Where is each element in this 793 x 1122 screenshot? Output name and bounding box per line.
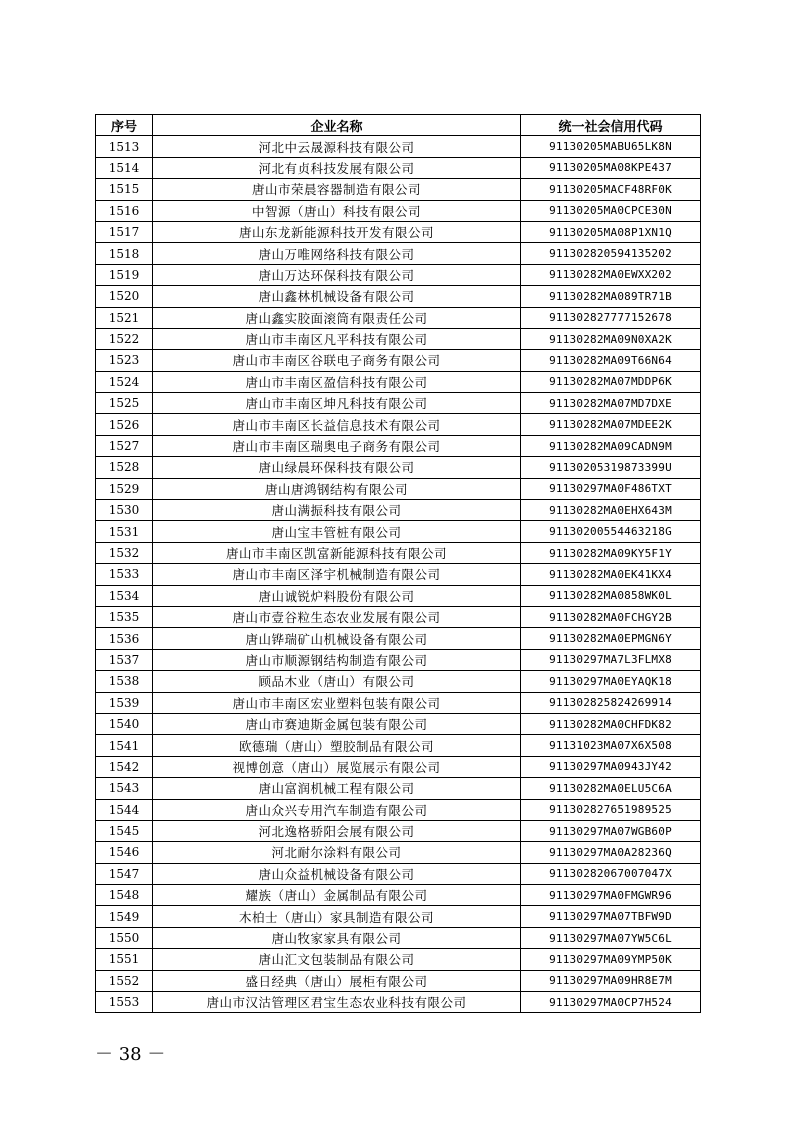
cell-serial-number: 1518 bbox=[96, 243, 153, 264]
table-row bbox=[96, 286, 701, 307]
cell-serial-number: 1522 bbox=[96, 328, 153, 349]
table-row bbox=[96, 500, 701, 521]
cell-serial-number: 1517 bbox=[96, 221, 153, 242]
cell-credit-code: 91130282MA0FCHGY2B bbox=[521, 606, 701, 627]
cell-credit-code: 91130282MA0EPMGN6Y bbox=[521, 628, 701, 649]
cell-credit-code: 911302827651989525 bbox=[521, 799, 701, 820]
table-row bbox=[96, 756, 701, 777]
cell-serial-number: 1531 bbox=[96, 521, 153, 542]
cell-enterprise-name: 唐山众兴专用汽车制造有限公司 bbox=[153, 799, 521, 820]
cell-enterprise-name: 唐山宝丰管桩有限公司 bbox=[153, 521, 521, 542]
cell-credit-code: 91130282MA09KY5F1Y bbox=[521, 542, 701, 563]
cell-credit-code: 911302820594135202 bbox=[521, 243, 701, 264]
cell-serial-number: 1515 bbox=[96, 179, 153, 200]
cell-serial-number: 1532 bbox=[96, 542, 153, 563]
cell-enterprise-name: 唐山富润机械工程有限公司 bbox=[153, 778, 521, 799]
cell-serial-number: 1513 bbox=[96, 136, 153, 157]
cell-credit-code: 91130297MA09HR8E7M bbox=[521, 970, 701, 991]
cell-enterprise-name: 唐山唐鸿钢结构有限公司 bbox=[153, 478, 521, 499]
header-credit-code: 统一社会信用代码 bbox=[521, 115, 701, 136]
table-row bbox=[96, 906, 701, 927]
cell-credit-code: 91130297MA09YMP50K bbox=[521, 949, 701, 970]
cell-enterprise-name: 顾品木业（唐山）有限公司 bbox=[153, 671, 521, 692]
table-row bbox=[96, 863, 701, 884]
cell-credit-code: 91130282MA07MDEE2K bbox=[521, 414, 701, 435]
cell-credit-code: 91130297MA07YW5C6L bbox=[521, 927, 701, 948]
cell-credit-code: 91130297MA07TBFW9D bbox=[521, 906, 701, 927]
cell-credit-code: 91130205MA0CPCE30N bbox=[521, 200, 701, 221]
cell-enterprise-name: 唐山牧家家具有限公司 bbox=[153, 927, 521, 948]
cell-serial-number: 1536 bbox=[96, 628, 153, 649]
table-row bbox=[96, 457, 701, 478]
cell-enterprise-name: 唐山市丰南区盈信科技有限公司 bbox=[153, 371, 521, 392]
cell-serial-number: 1539 bbox=[96, 692, 153, 713]
cell-credit-code: 91130297MA07WGB60P bbox=[521, 820, 701, 841]
cell-credit-code: 91130205MA08KPE437 bbox=[521, 157, 701, 178]
cell-serial-number: 1516 bbox=[96, 200, 153, 221]
table-row bbox=[96, 542, 701, 563]
table-row bbox=[96, 136, 701, 157]
cell-credit-code: 91130297MA0FMGWR96 bbox=[521, 885, 701, 906]
cell-serial-number: 1547 bbox=[96, 863, 153, 884]
cell-credit-code: 91130297MA0EYAQK18 bbox=[521, 671, 701, 692]
cell-serial-number: 1514 bbox=[96, 157, 153, 178]
table-row bbox=[96, 521, 701, 542]
cell-credit-code: 91130282MA0EHX643M bbox=[521, 500, 701, 521]
table-row bbox=[96, 628, 701, 649]
cell-credit-code: 91130205319873399U bbox=[521, 457, 701, 478]
cell-credit-code: 91130282MA0ELU5C6A bbox=[521, 778, 701, 799]
page-number: － 38 － bbox=[95, 1044, 166, 1065]
cell-enterprise-name: 唐山东龙新能源科技开发有限公司 bbox=[153, 221, 521, 242]
table-row bbox=[96, 992, 701, 1013]
cell-enterprise-name: 唐山市丰南区凡平科技有限公司 bbox=[153, 328, 521, 349]
cell-serial-number: 1542 bbox=[96, 756, 153, 777]
cell-enterprise-name: 唐山市壹谷粒生态农业发展有限公司 bbox=[153, 606, 521, 627]
cell-credit-code: 91130282MA09T66N64 bbox=[521, 350, 701, 371]
header-enterprise-name: 企业名称 bbox=[153, 115, 521, 136]
cell-enterprise-name: 唐山市丰南区坤凡科技有限公司 bbox=[153, 393, 521, 414]
cell-enterprise-name: 唐山市赛迪斯金属包装有限公司 bbox=[153, 713, 521, 734]
cell-credit-code: 91130297MA0A28236Q bbox=[521, 842, 701, 863]
cell-serial-number: 1546 bbox=[96, 842, 153, 863]
cell-serial-number: 1523 bbox=[96, 350, 153, 371]
cell-enterprise-name: 唐山鑫林机械设备有限公司 bbox=[153, 286, 521, 307]
cell-enterprise-name: 盛日经典（唐山）展柜有限公司 bbox=[153, 970, 521, 991]
cell-serial-number: 1544 bbox=[96, 799, 153, 820]
header-serial-number: 序号 bbox=[96, 115, 153, 136]
table-row bbox=[96, 820, 701, 841]
cell-serial-number: 1525 bbox=[96, 393, 153, 414]
table-row bbox=[96, 564, 701, 585]
table-row bbox=[96, 478, 701, 499]
cell-serial-number: 1545 bbox=[96, 820, 153, 841]
table-row bbox=[96, 585, 701, 606]
cell-credit-code: 91130282MA0CHFDK82 bbox=[521, 713, 701, 734]
cell-serial-number: 1524 bbox=[96, 371, 153, 392]
cell-enterprise-name: 河北中云晟源科技有限公司 bbox=[153, 136, 521, 157]
cell-enterprise-name: 河北耐尔涂料有限公司 bbox=[153, 842, 521, 863]
cell-credit-code: 91130205MA08P1XN1Q bbox=[521, 221, 701, 242]
table-row bbox=[96, 842, 701, 863]
table-row bbox=[96, 778, 701, 799]
cell-enterprise-name: 中智源（唐山）科技有限公司 bbox=[153, 200, 521, 221]
cell-enterprise-name: 唐山市丰南区长益信息技术有限公司 bbox=[153, 414, 521, 435]
cell-serial-number: 1538 bbox=[96, 671, 153, 692]
table-body bbox=[96, 136, 701, 1013]
table-row bbox=[96, 179, 701, 200]
cell-credit-code: 91130282MA09CADN9M bbox=[521, 435, 701, 456]
cell-credit-code: 91130297MA0CP7H524 bbox=[521, 992, 701, 1013]
cell-serial-number: 1550 bbox=[96, 927, 153, 948]
cell-serial-number: 1548 bbox=[96, 885, 153, 906]
cell-credit-code: 91130205MABU65LK8N bbox=[521, 136, 701, 157]
cell-enterprise-name: 欧德瑞（唐山）塑胶制品有限公司 bbox=[153, 735, 521, 756]
cell-enterprise-name: 唐山市汉沽管理区君宝生态农业科技有限公司 bbox=[153, 992, 521, 1013]
table-row bbox=[96, 649, 701, 670]
table-row bbox=[96, 393, 701, 414]
table-row bbox=[96, 692, 701, 713]
cell-serial-number: 1529 bbox=[96, 478, 153, 499]
cell-serial-number: 1521 bbox=[96, 307, 153, 328]
cell-credit-code: 91130297MA7L3FLMX8 bbox=[521, 649, 701, 670]
cell-credit-code: 91130282MA089TR71B bbox=[521, 286, 701, 307]
cell-serial-number: 1540 bbox=[96, 713, 153, 734]
cell-serial-number: 1533 bbox=[96, 564, 153, 585]
cell-serial-number: 1528 bbox=[96, 457, 153, 478]
table-row bbox=[96, 606, 701, 627]
cell-enterprise-name: 唐山鑫实胶面滚筒有限责任公司 bbox=[153, 307, 521, 328]
cell-credit-code: 91130205MACF48RF0K bbox=[521, 179, 701, 200]
cell-serial-number: 1527 bbox=[96, 435, 153, 456]
table-row bbox=[96, 200, 701, 221]
cell-enterprise-name: 唐山市丰南区凯富新能源科技有限公司 bbox=[153, 542, 521, 563]
cell-enterprise-name: 河北有贞科技发展有限公司 bbox=[153, 157, 521, 178]
cell-serial-number: 1552 bbox=[96, 970, 153, 991]
cell-credit-code: 91130282MA0EWXX202 bbox=[521, 264, 701, 285]
cell-enterprise-name: 唐山汇文包装制品有限公司 bbox=[153, 949, 521, 970]
table-row bbox=[96, 970, 701, 991]
cell-serial-number: 1541 bbox=[96, 735, 153, 756]
cell-serial-number: 1537 bbox=[96, 649, 153, 670]
table-row bbox=[96, 435, 701, 456]
cell-credit-code: 91130282MA0EK41KX4 bbox=[521, 564, 701, 585]
table-row bbox=[96, 927, 701, 948]
table-row bbox=[96, 243, 701, 264]
table-row bbox=[96, 799, 701, 820]
cell-enterprise-name: 唐山万唯网络科技有限公司 bbox=[153, 243, 521, 264]
cell-serial-number: 1549 bbox=[96, 906, 153, 927]
cell-serial-number: 1519 bbox=[96, 264, 153, 285]
cell-credit-code: 91130282MA07MDDP6K bbox=[521, 371, 701, 392]
cell-credit-code: 91130282MA09N0XA2K bbox=[521, 328, 701, 349]
table-row bbox=[96, 735, 701, 756]
table-row bbox=[96, 264, 701, 285]
cell-credit-code: 911302825824269914 bbox=[521, 692, 701, 713]
table-row bbox=[96, 885, 701, 906]
enterprise-table bbox=[95, 114, 701, 1013]
cell-enterprise-name: 河北逸格骄阳会展有限公司 bbox=[153, 820, 521, 841]
table-header-row bbox=[96, 115, 701, 136]
cell-serial-number: 1530 bbox=[96, 500, 153, 521]
cell-enterprise-name: 耀族（唐山）金属制品有限公司 bbox=[153, 885, 521, 906]
cell-enterprise-name: 唐山铧瑞矿山机械设备有限公司 bbox=[153, 628, 521, 649]
table-row bbox=[96, 221, 701, 242]
cell-credit-code: 91130282067007047X bbox=[521, 863, 701, 884]
cell-enterprise-name: 唐山市丰南区瑞奥电子商务有限公司 bbox=[153, 435, 521, 456]
cell-credit-code: 91130200554463218G bbox=[521, 521, 701, 542]
cell-serial-number: 1535 bbox=[96, 606, 153, 627]
table-row bbox=[96, 949, 701, 970]
cell-serial-number: 1520 bbox=[96, 286, 153, 307]
cell-credit-code: 91130282MA07MD7DXE bbox=[521, 393, 701, 414]
cell-enterprise-name: 唐山万达环保科技有限公司 bbox=[153, 264, 521, 285]
table-row bbox=[96, 307, 701, 328]
table-row bbox=[96, 414, 701, 435]
cell-credit-code: 911302827777152678 bbox=[521, 307, 701, 328]
cell-enterprise-name: 唐山满振科技有限公司 bbox=[153, 500, 521, 521]
cell-enterprise-name: 视博创意（唐山）展览展示有限公司 bbox=[153, 756, 521, 777]
cell-enterprise-name: 唐山绿晨环保科技有限公司 bbox=[153, 457, 521, 478]
cell-serial-number: 1543 bbox=[96, 778, 153, 799]
table-row bbox=[96, 371, 701, 392]
cell-serial-number: 1553 bbox=[96, 992, 153, 1013]
cell-credit-code: 91130297MA0F486TXT bbox=[521, 478, 701, 499]
cell-enterprise-name: 唐山市丰南区泽宇机械制造有限公司 bbox=[153, 564, 521, 585]
table-row bbox=[96, 328, 701, 349]
cell-enterprise-name: 唐山市丰南区谷联电子商务有限公司 bbox=[153, 350, 521, 371]
cell-enterprise-name: 木柏士（唐山）家具制造有限公司 bbox=[153, 906, 521, 927]
cell-enterprise-name: 唐山市荣晨容器制造有限公司 bbox=[153, 179, 521, 200]
cell-enterprise-name: 唐山市顺源钢结构制造有限公司 bbox=[153, 649, 521, 670]
cell-enterprise-name: 唐山市丰南区宏业塑料包装有限公司 bbox=[153, 692, 521, 713]
cell-serial-number: 1551 bbox=[96, 949, 153, 970]
cell-enterprise-name: 唐山众益机械设备有限公司 bbox=[153, 863, 521, 884]
cell-enterprise-name: 唐山诚锐炉料股份有限公司 bbox=[153, 585, 521, 606]
cell-credit-code: 91130282MA0858WK0L bbox=[521, 585, 701, 606]
table-row bbox=[96, 671, 701, 692]
table-row bbox=[96, 350, 701, 371]
cell-credit-code: 91131023MA07X6X508 bbox=[521, 735, 701, 756]
cell-credit-code: 91130297MA0943JY42 bbox=[521, 756, 701, 777]
cell-serial-number: 1526 bbox=[96, 414, 153, 435]
table-row bbox=[96, 157, 701, 178]
table-row bbox=[96, 713, 701, 734]
cell-serial-number: 1534 bbox=[96, 585, 153, 606]
